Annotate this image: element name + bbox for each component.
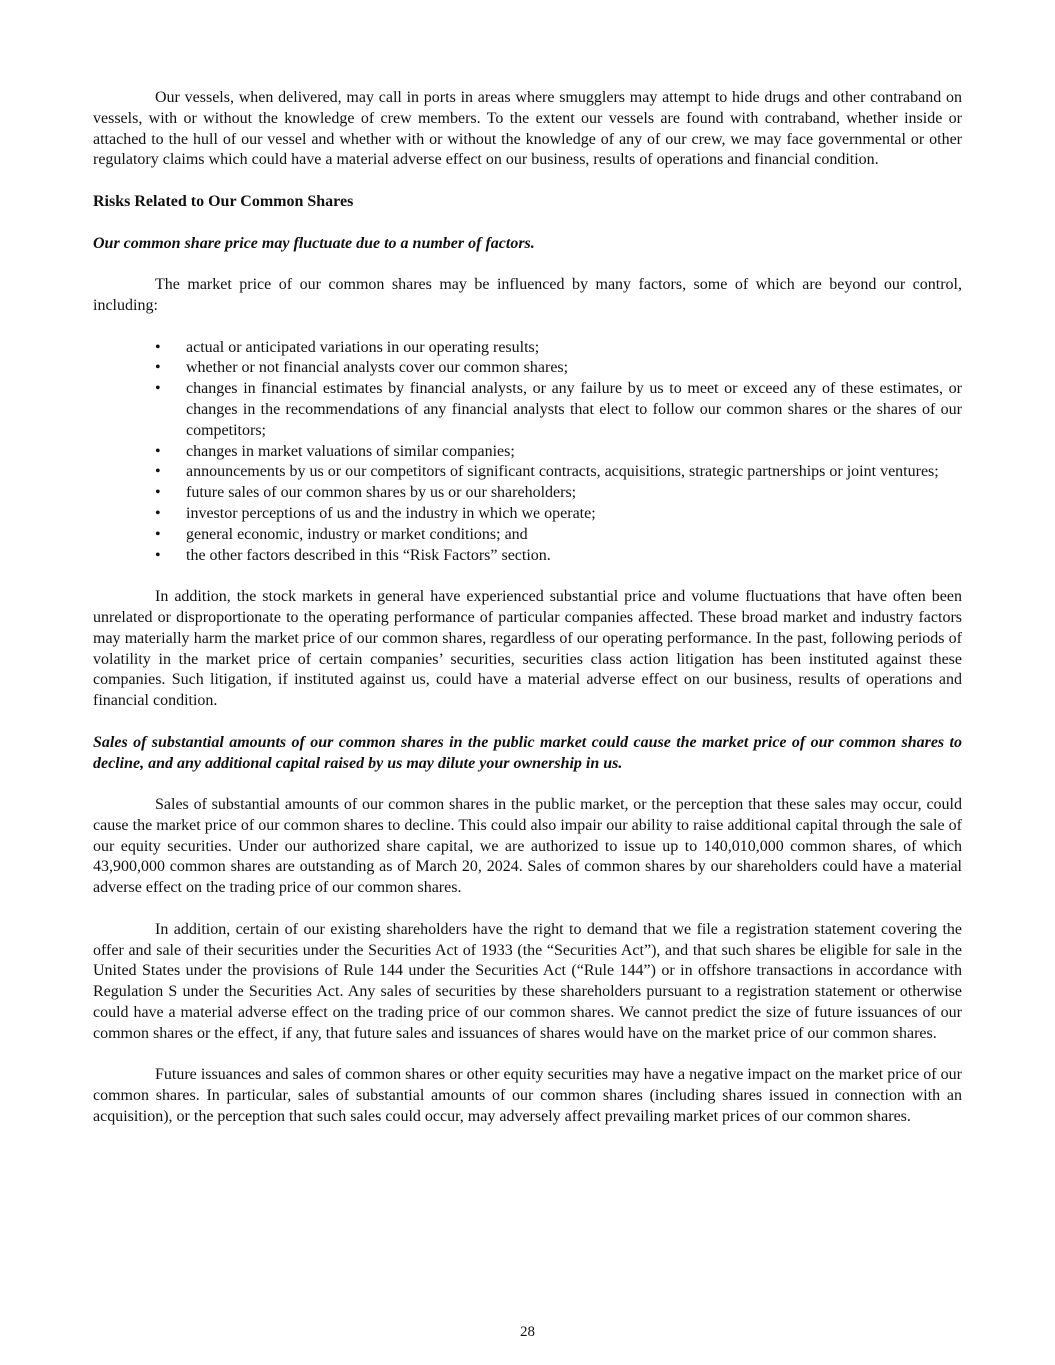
list-item	[93, 338, 962, 359]
list-item	[93, 546, 962, 567]
list-item-text: changes in market valuations of similar companies;	[186, 442, 515, 460]
bullet-icon: •	[155, 359, 161, 377]
bullet-icon: •	[155, 484, 161, 502]
list-item-text: general economic, industry or market conditions; and	[186, 525, 528, 543]
bullet-icon: •	[155, 380, 161, 398]
list-item-text: actual or anticipated variations in our operating results;	[186, 338, 540, 356]
paragraph-contraband: Our vessels, when delivered, may call in ports in areas where smugglers may attempt to hide drugs and other contraband on vessels, with or without the knowledge of crew members. To the extent our vessels are found with contraband, whether inside or attached to the hull of our vessel and whether with or without the knowledge of any of our crew, we may face governmental or other regulatory claims which could have a material adverse effect on our business, results of operations and financial condition.	[93, 89, 962, 169]
subheading-sales-dilution: Sales of substantial amounts of our common shares in the public market could cause the market price of our common shares to decline, and any additional capital raised by us may dilute your ownership in us.	[93, 733, 962, 772]
bullet-icon: •	[155, 546, 161, 564]
paragraph-registration-rights: In addition, certain of our existing shareholders have the right to demand that we file a registration statement covering the offer and sale of their securities under the Securities Act of 1933 (the “Securities Act”), and that such shares be eligible for sale in the United States under the provisions of Rule 144 under the Securities Act (“Rule 144”) or in offshore transactions in accordance with Regulation S under the Securities Act. Any sales of securities by these shareholders pursuant to a registration statement or otherwise could have a material adverse effect on the trading price of our common shares. We cannot predict the size of future issuances of our common shares or the effect, if any, that future sales and issuances of shares would have on the market price of our common shares.	[93, 920, 962, 1042]
list-item	[93, 379, 962, 441]
paragraph-future-issuances: Future issuances and sales of common shares or other equity securities may have a negative impact on the market price of our common shares. In particular, sales of substantial amounts of our common shares (including shares issued in connection with an acquisition), or the perception that such sales could occur, may adversely affect prevailing market prices of our common shares.	[93, 1066, 962, 1126]
document-page	[93, 88, 962, 1128]
list-item	[93, 504, 962, 525]
paragraph-market-volatility: In addition, the stock markets in general have experienced substantial price and volume fluctuations that have often been unrelated or disproportionate to the operating performance of particular companies affected. These broad market and industry factors may materially harm the market price of our common shares, regardless of our operating performance. In the past, following periods of volatility in the market price of certain companies’ securities, securities class action litigation has been instituted against these companies. Such litigation, if instituted against us, could have a material adverse effect on our business, results of operations and financial condition.	[93, 588, 962, 710]
factor-list	[93, 338, 962, 567]
bullet-icon: •	[155, 463, 161, 481]
list-item-text: the other factors described in this “Risk Factors” section.	[186, 546, 551, 564]
list-item	[93, 358, 962, 379]
list-item-text: future sales of our common shares by us or our shareholders;	[186, 484, 577, 502]
list-item-text: investor perceptions of us and the industry in which we operate;	[186, 504, 596, 522]
page-number: 28	[520, 1324, 535, 1340]
list-item	[93, 525, 962, 546]
bullet-icon: •	[155, 504, 161, 522]
subheading-price-fluctuation: Our common share price may fluctuate due to a number of factors.	[93, 234, 535, 252]
list-item-text: whether or not financial analysts cover our common shares;	[186, 359, 569, 377]
list-item-text: announcements by us or our competitors of significant contracts, acquisitions, strategic partnerships or joint ventures;	[186, 463, 939, 481]
bullet-icon: •	[155, 525, 161, 543]
bullet-icon: •	[155, 442, 161, 460]
list-item	[93, 462, 962, 483]
paragraph-market-price-factors: The market price of our common shares may be influenced by many factors, some of which are beyond our control, including:	[93, 276, 962, 314]
section-heading-common-shares: Risks Related to Our Common Shares	[93, 192, 354, 210]
list-item	[93, 483, 962, 504]
paragraph-authorized-shares: Sales of substantial amounts of our common shares in the public market, or the perception that these sales may occur, could cause the market price of our common shares to decline. This could also impair our ability to raise additional capital through the sale of our equity securities. Under our authorized share capital, we are authorized to issue up to 140,010,000 common shares, of which 43,900,000 common shares are outstanding as of March 20, 2024. Sales of common shares by our shareholders could have a material adverse effect on the trading price of our common shares.	[93, 796, 962, 897]
list-item	[93, 442, 962, 463]
bullet-icon: •	[155, 338, 161, 356]
list-item-text: changes in financial estimates by financial analysts, or any failure by us to meet or exceed any of these estimates, or changes in the recommendations of any financial analysts that elect to follow our common shares or the shares of our competitors;	[186, 380, 962, 439]
